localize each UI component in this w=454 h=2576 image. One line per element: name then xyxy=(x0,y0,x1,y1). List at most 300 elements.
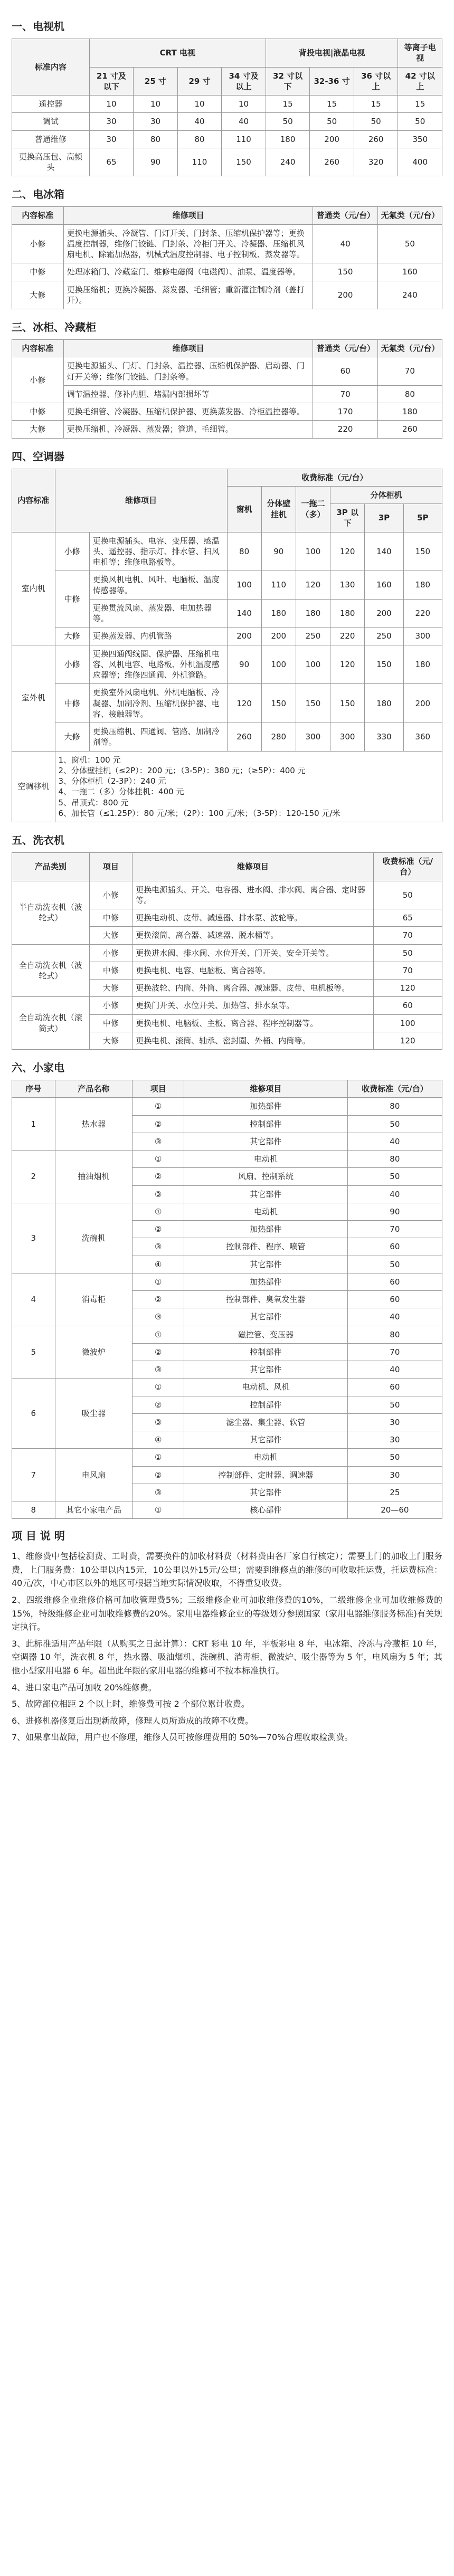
items: 更换电源插头、电容、变压器、感温头、遥控器、指示灯、排水管、扫风电机等；维修电路板等。 xyxy=(89,532,227,571)
table-row xyxy=(12,645,442,684)
cell: 10 xyxy=(89,96,134,113)
cell: 90 xyxy=(134,148,178,176)
repair: 核心部件 xyxy=(184,1501,347,1519)
header: 内容标准 xyxy=(12,340,64,357)
repair: 电动机、风机 xyxy=(184,1379,347,1396)
level: 大修 xyxy=(12,281,64,309)
level: 中修 xyxy=(12,403,64,421)
fee: 50 xyxy=(373,944,442,962)
table-row xyxy=(12,224,442,263)
item: ④ xyxy=(133,1256,184,1273)
tv-size: 21 寸及以下 xyxy=(89,67,134,96)
table-row xyxy=(12,723,442,752)
note-item: 2、四级维修企业维修价格可加收管理费5%；三级维修企业可加收维修费的10%，二级维修企业可加收维修费的15%，特级维修企业可加收维修费的20%。家用电器维修企业的等级划分参照国家（家用电器维修服务标准)有关规定执行。 xyxy=(12,1595,442,1632)
cell: 50 xyxy=(354,113,398,130)
cell: 140 xyxy=(227,599,261,628)
ac-other-item: 4、一拖二（多）分体挂机：400 元 xyxy=(58,787,184,797)
no: 3 xyxy=(12,1203,55,1273)
table-row xyxy=(12,628,442,645)
cell: 150 xyxy=(222,148,266,176)
fee: 30 xyxy=(347,1413,442,1431)
item: ③ xyxy=(133,1484,184,1501)
table-row xyxy=(12,281,442,309)
table-row xyxy=(12,751,442,822)
ac-other-item: 3、分体柜机（2-3P）：240 元 xyxy=(58,776,166,786)
tv-size: 36 寸以上 xyxy=(354,67,398,96)
cell: 220 xyxy=(403,599,442,628)
repair: 电动机 xyxy=(184,1203,347,1220)
ac-group: 室外机 xyxy=(12,645,55,751)
name: 电风扇 xyxy=(55,1449,133,1501)
cell: 100 xyxy=(261,645,296,684)
item: ① xyxy=(133,1273,184,1290)
repair: 其它部件 xyxy=(184,1185,347,1203)
fridge-table xyxy=(12,206,442,309)
tv-header-plasma: 等离子电视 xyxy=(398,39,442,68)
no: 2 xyxy=(12,1151,55,1203)
item: ① xyxy=(133,1379,184,1396)
fee: 70 xyxy=(347,1221,442,1238)
cell: 130 xyxy=(330,571,365,600)
level: 小修 xyxy=(12,224,64,263)
cell: 140 xyxy=(365,532,403,571)
item: ④ xyxy=(133,1431,184,1449)
fee: 70 xyxy=(347,1343,442,1361)
fee: 20—60 xyxy=(347,1501,442,1519)
items: 更换滚筒、离合器、减速器、脱水桶等。 xyxy=(133,927,373,944)
fee: 65 xyxy=(373,909,442,927)
repair: 控制部件、臭氧发生器 xyxy=(184,1291,347,1308)
cell: 180 xyxy=(403,645,442,684)
item: ③ xyxy=(133,1413,184,1431)
cell: 200 xyxy=(310,130,354,148)
repair: 加热部件 xyxy=(184,1221,347,1238)
level: 大修 xyxy=(89,1032,133,1049)
cell: 200 xyxy=(365,599,403,628)
ac-other-items xyxy=(55,751,442,822)
cell: 80 xyxy=(134,130,178,148)
item: ③ xyxy=(133,1185,184,1203)
washer-table xyxy=(12,852,442,1050)
tv-size: 25 寸 xyxy=(134,67,178,96)
fee-free: 240 xyxy=(377,281,442,309)
table-row xyxy=(12,571,442,600)
repair: 其它部件 xyxy=(184,1431,347,1449)
header: 收费标准（元/台） xyxy=(347,1080,442,1098)
level: 中修 xyxy=(55,571,89,628)
item: ② xyxy=(133,1396,184,1413)
items: 更换电动机、皮带、减速器、排水泵、波轮等。 xyxy=(133,909,373,927)
cell: 300 xyxy=(330,723,365,752)
note-item: 7、如果拿出故障，用户也不修理，维修人员可按修理费用的 50%—70%合理收取检测费。 xyxy=(12,1732,353,1743)
item: ① xyxy=(133,1098,184,1115)
fee: 80 xyxy=(347,1326,442,1343)
cell: 110 xyxy=(261,571,296,600)
cell: 150 xyxy=(403,532,442,571)
no: 7 xyxy=(12,1449,55,1501)
cell: 90 xyxy=(227,645,261,684)
cell: 180 xyxy=(330,599,365,628)
items: 更换四通阀线圈、保护器、压缩机电容、风机电容、电路板、外机温度感应器等；维修四通阀、外机管路。 xyxy=(89,645,227,684)
name: 其它小家电产品 xyxy=(55,1501,133,1519)
fee-free: 50 xyxy=(377,224,442,263)
fee: 50 xyxy=(347,1115,442,1133)
row-label: 更换高压包、高频头 xyxy=(12,148,90,176)
fridge-title: 二、电冰箱 xyxy=(12,188,64,201)
cell: 15 xyxy=(266,96,310,113)
fee: 50 xyxy=(347,1449,442,1466)
items: 处理冰箱门、冷藏室门、维修电磁阀（电磁阀）、油泵、温度器等。 xyxy=(63,263,313,281)
fee: 50 xyxy=(347,1256,442,1273)
items: 更换电源插头、冷凝管、门灯开关、门封条、压缩机保护器等；更换温度控制器，维修门铰链、门封条、冷柜门开关、冷凝器、压缩机风扇电机、除霜加热器，机械式温度控制器、电子控制板、蒸发器等。 xyxy=(63,224,313,263)
header: 普通类（元/台） xyxy=(313,340,377,357)
table-row xyxy=(12,997,442,1014)
no: 6 xyxy=(12,1379,55,1449)
row-label: 普通维修 xyxy=(12,130,90,148)
table-row xyxy=(12,1449,442,1466)
table-row xyxy=(12,532,442,571)
ac-header-split-wall: 分体壁挂机 xyxy=(261,486,296,532)
fee: 60 xyxy=(347,1379,442,1396)
cell: 180 xyxy=(365,684,403,723)
repair: 控制部件 xyxy=(184,1396,347,1413)
header: 维修项目 xyxy=(63,340,313,357)
level: 小修 xyxy=(12,357,64,403)
fee: 120 xyxy=(373,1032,442,1049)
cell: 40 xyxy=(177,113,222,130)
ac-other-item: 2、分体壁挂机（≤2P）：200 元；（3-5P）：380 元；（≥5P）：400 元 xyxy=(58,765,306,775)
item: ③ xyxy=(133,1238,184,1256)
level: 大修 xyxy=(12,421,64,438)
ac-cab-sub: 5P xyxy=(403,504,442,533)
no: 5 xyxy=(12,1326,55,1379)
fee: 60 xyxy=(373,997,442,1014)
cell: 15 xyxy=(398,96,442,113)
cell: 15 xyxy=(310,96,354,113)
freezer-title: 三、冰柜、冷藏柜 xyxy=(12,321,96,334)
note-item: 6、进修机器修复后出现新故障，修理人员所造成的故障不收费。 xyxy=(12,1715,254,1726)
table-row xyxy=(12,96,442,113)
cell: 160 xyxy=(365,571,403,600)
freezer-table xyxy=(12,339,442,439)
repair: 控制部件、定时器、调速器 xyxy=(184,1466,347,1484)
cell: 260 xyxy=(354,130,398,148)
fee-normal: 200 xyxy=(313,281,377,309)
item: ② xyxy=(133,1221,184,1238)
items: 更换电机、电脑板、主板、离合器、程序控制器等。 xyxy=(133,1014,373,1032)
cell: 90 xyxy=(261,532,296,571)
repair: 其它部件 xyxy=(184,1361,347,1379)
item: ② xyxy=(133,1466,184,1484)
fee: 60 xyxy=(347,1273,442,1290)
table-row xyxy=(12,1326,442,1343)
notes xyxy=(12,1527,442,1744)
ac-header-window: 窗机 xyxy=(227,486,261,532)
ac-header-std: 内容标准 xyxy=(12,469,55,532)
cell: 240 xyxy=(266,148,310,176)
cell: 120 xyxy=(227,684,261,723)
ac-header-items: 维修项目 xyxy=(55,469,227,532)
item: ② xyxy=(133,1343,184,1361)
level: 大修 xyxy=(89,980,133,997)
small-title: 六、小家电 xyxy=(12,1061,64,1074)
ac-cab-sub: 3P xyxy=(365,504,403,533)
small-table xyxy=(12,1080,442,1519)
repair: 风扇、控制系统 xyxy=(184,1168,347,1185)
fee-normal: 70 xyxy=(313,385,377,403)
cell: 100 xyxy=(296,645,330,684)
items: 更换毛细管、冷凝器、压缩机保护器、更换蒸发器、冷柜温控器等。 xyxy=(63,403,313,421)
items: 更换压缩机、四通阀、管路、加制冷剂等。 xyxy=(89,723,227,752)
item: ③ xyxy=(133,1308,184,1326)
cell: 80 xyxy=(227,532,261,571)
cell: 100 xyxy=(296,532,330,571)
fee: 25 xyxy=(347,1484,442,1501)
cell: 250 xyxy=(365,628,403,645)
header: 普通类（元/台） xyxy=(313,207,377,224)
cell: 360 xyxy=(403,723,442,752)
repair: 电动机 xyxy=(184,1449,347,1466)
items: 更换门开关、水位开关、加热管、排水泵等。 xyxy=(133,997,373,1014)
tv-size: 32 寸以下 xyxy=(266,67,310,96)
tv-size: 34 寸及以上 xyxy=(222,67,266,96)
table-row xyxy=(12,1203,442,1220)
fee: 80 xyxy=(347,1151,442,1168)
fee: 40 xyxy=(347,1308,442,1326)
cell: 80 xyxy=(177,130,222,148)
items: 更换进水阀、排水阀、水位开关、门开关、安全开关等。 xyxy=(133,944,373,962)
repair: 加热部件 xyxy=(184,1273,347,1290)
table-row xyxy=(12,881,442,909)
cell: 10 xyxy=(177,96,222,113)
repair: 其它部件 xyxy=(184,1133,347,1150)
tv-size: 32-36 寸 xyxy=(310,67,354,96)
cell: 300 xyxy=(403,628,442,645)
fee-free: 160 xyxy=(377,263,442,281)
level: 小修 xyxy=(89,997,133,1014)
cell: 330 xyxy=(365,723,403,752)
items: 更换电机、滚筒、轴承、密封圈、外桶、内筒等。 xyxy=(133,1032,373,1049)
table-row xyxy=(12,944,442,962)
header: 无氟类（元/台） xyxy=(377,340,442,357)
note-item: 4、进口家电产品可加收 20%维修费。 xyxy=(12,1682,157,1693)
items: 更换电机、电容、电脑板、离合器等。 xyxy=(133,962,373,979)
item: ② xyxy=(133,1168,184,1185)
item: ② xyxy=(133,1291,184,1308)
item: ③ xyxy=(133,1133,184,1150)
fee-free: 260 xyxy=(377,421,442,438)
cell: 300 xyxy=(296,723,330,752)
items: 更换蒸发器、内机管路 xyxy=(89,628,227,645)
table-row xyxy=(12,1098,442,1115)
cell: 200 xyxy=(261,628,296,645)
header: 序号 xyxy=(12,1080,55,1098)
note-item: 1、维修费中包括检测费、工时费，需要换件的加收材料费（材料费由各厂家自行核定）；需要上门的加收上门服务费，上门服务费：10公里以内15元，10公里以外15元/公里；需要到维修点的维修的可收取托运费，托运费标准：40元/次，中心市区以外的地区可根据当地实际情况收取，不得重复收费。 xyxy=(12,1551,442,1589)
fee: 70 xyxy=(373,927,442,944)
tv-header-std: 标准内容 xyxy=(12,39,90,96)
fee-free: 70 xyxy=(377,357,442,386)
cell: 15 xyxy=(354,96,398,113)
cell: 50 xyxy=(398,113,442,130)
notes-title: 项 目 说 明 xyxy=(12,1529,65,1543)
fee: 90 xyxy=(347,1203,442,1220)
name: 抽油烟机 xyxy=(55,1151,133,1203)
fee: 50 xyxy=(347,1168,442,1185)
level: 中修 xyxy=(89,962,133,979)
repair: 其它部件 xyxy=(184,1256,347,1273)
name: 洗碗机 xyxy=(55,1203,133,1273)
cell: 100 xyxy=(227,571,261,600)
cell: 180 xyxy=(403,571,442,600)
name: 热水器 xyxy=(55,1098,133,1151)
ac-other-item: 5、吊顶式：800 元 xyxy=(58,797,129,807)
level: 小修 xyxy=(89,944,133,962)
cell: 120 xyxy=(330,645,365,684)
table-row xyxy=(12,357,442,386)
fee: 40 xyxy=(347,1185,442,1203)
fee: 80 xyxy=(347,1098,442,1115)
fee: 60 xyxy=(347,1291,442,1308)
item: ③ xyxy=(133,1361,184,1379)
cell: 110 xyxy=(222,130,266,148)
ac-other-item: 1、窗机：100 元 xyxy=(58,755,121,765)
items: 更换电源插头、门灯、门封条、温控器、压缩机保护器、启动器、门灯开关等；维修门铰链、门封条等。 xyxy=(63,357,313,386)
cell: 10 xyxy=(134,96,178,113)
cell: 200 xyxy=(227,628,261,645)
row-label: 调试 xyxy=(12,113,90,130)
fee: 70 xyxy=(373,962,442,979)
cell: 180 xyxy=(296,599,330,628)
tv-header-crt: CRT 电视 xyxy=(89,39,266,68)
items: 更换电源插头、开关、电容器、进水阀、排水阀、离合器、定时器等。 xyxy=(133,881,373,909)
cell: 150 xyxy=(296,684,330,723)
tv-size: 42 寸以上 xyxy=(398,67,442,96)
name: 吸尘器 xyxy=(55,1379,133,1449)
repair: 磁控管、变压器 xyxy=(184,1326,347,1343)
note-item: 5、故障部位相距 2 个以上时，维修费可按 2 个部位累计收费。 xyxy=(12,1699,250,1709)
tv-header-lcd: 背投电视|液晶电视 xyxy=(266,39,398,68)
items: 更换室外风扇电机、外机电脑板、冷凝器、加制冷剂、压缩机保护器、电容、接触器等。 xyxy=(89,684,227,723)
cell: 350 xyxy=(398,130,442,148)
table-row xyxy=(12,1501,442,1519)
table-row xyxy=(12,1273,442,1290)
fee-normal: 60 xyxy=(313,357,377,386)
tv-size: 29 寸 xyxy=(177,67,222,96)
repair: 电动机 xyxy=(184,1151,347,1168)
repair: 控制部件、程序、喷管 xyxy=(184,1238,347,1256)
fee-normal: 220 xyxy=(313,421,377,438)
table-row xyxy=(12,421,442,438)
no: 4 xyxy=(12,1273,55,1326)
no: 1 xyxy=(12,1098,55,1151)
fee: 50 xyxy=(373,881,442,909)
cell: 280 xyxy=(261,723,296,752)
level: 小修 xyxy=(55,532,89,571)
cell: 30 xyxy=(134,113,178,130)
cell: 40 xyxy=(222,113,266,130)
ac-title: 四、空调器 xyxy=(12,450,64,463)
table-row xyxy=(12,148,442,176)
fee: 60 xyxy=(347,1238,442,1256)
header: 产品名称 xyxy=(55,1080,133,1098)
cell: 50 xyxy=(266,113,310,130)
level: 中修 xyxy=(89,909,133,927)
items: 更换风机电机、风叶、电脑板、温度传感器等。 xyxy=(89,571,227,600)
fee: 120 xyxy=(373,980,442,997)
header: 项目 xyxy=(89,853,133,881)
item: ① xyxy=(133,1151,184,1168)
fee: 40 xyxy=(347,1133,442,1150)
cell: 50 xyxy=(310,113,354,130)
table-row xyxy=(12,130,442,148)
cell: 150 xyxy=(261,684,296,723)
washer-title: 五、洗衣机 xyxy=(12,834,64,847)
level: 中修 xyxy=(89,1014,133,1032)
repair: 加热部件 xyxy=(184,1098,347,1115)
ac-header-fee: 收费标准（元/台） xyxy=(227,469,442,486)
cell: 220 xyxy=(330,628,365,645)
repair: 滤尘器、集尘器、软管 xyxy=(184,1413,347,1431)
tv-title: 一、电视机 xyxy=(12,20,64,33)
cell: 250 xyxy=(296,628,330,645)
cell: 120 xyxy=(296,571,330,600)
table-row xyxy=(12,113,442,130)
fee: 30 xyxy=(347,1466,442,1484)
repair: 其它部件 xyxy=(184,1484,347,1501)
header: 维修项目 xyxy=(63,207,313,224)
items: 调节温控器、修补内胆、堵漏内部损坏等 xyxy=(63,385,313,403)
level: 中修 xyxy=(12,263,64,281)
cell: 30 xyxy=(89,130,134,148)
cell: 65 xyxy=(89,148,134,176)
header: 无氟类（元/台） xyxy=(377,207,442,224)
ac-cab-sub: 3P 以下 xyxy=(330,504,365,533)
name: 微波炉 xyxy=(55,1326,133,1379)
table-row xyxy=(12,385,442,403)
item: ② xyxy=(133,1115,184,1133)
row-label: 遥控器 xyxy=(12,96,90,113)
header: 产品类别 xyxy=(12,853,90,881)
items: 更换波轮、内筒、外筒、离合器、减速器、皮带、电机板等。 xyxy=(133,980,373,997)
table-row xyxy=(12,684,442,723)
ac-group: 室内机 xyxy=(12,532,55,645)
cell: 30 xyxy=(89,113,134,130)
cell: 120 xyxy=(330,532,365,571)
repair: 控制部件 xyxy=(184,1115,347,1133)
level: 小修 xyxy=(55,645,89,684)
ac-other-group: 空调移机 xyxy=(12,751,55,822)
header: 维修项目 xyxy=(184,1080,347,1098)
ac-header-1to2: 一拖二（多） xyxy=(296,486,330,532)
header: 内容标准 xyxy=(12,207,64,224)
cat: 全自动洗衣机（波轮式） xyxy=(12,944,90,997)
item: ① xyxy=(133,1449,184,1466)
ac-other-item: 6、加长管（≤1.25P）：80 元/米；（2P）：100 元/米；（3-5P）：120-150 元/米 xyxy=(58,808,340,818)
ac-table xyxy=(12,469,442,823)
item: ① xyxy=(133,1501,184,1519)
cell: 150 xyxy=(330,684,365,723)
items: 更换压缩机；更换冷凝器、蒸发器、毛细管；重新灌注制冷剂（盖打开）。 xyxy=(63,281,313,309)
name: 消毒柜 xyxy=(55,1273,133,1326)
fee: 50 xyxy=(347,1396,442,1413)
repair: 控制部件 xyxy=(184,1343,347,1361)
no: 8 xyxy=(12,1501,55,1519)
table-row xyxy=(12,1379,442,1396)
repair: 其它部件 xyxy=(184,1308,347,1326)
ac-header-split-cab: 分体柜机 xyxy=(330,486,442,503)
items: 更换贯流风扇、蒸发器、电加热器等。 xyxy=(89,599,227,628)
level: 大修 xyxy=(55,628,89,645)
